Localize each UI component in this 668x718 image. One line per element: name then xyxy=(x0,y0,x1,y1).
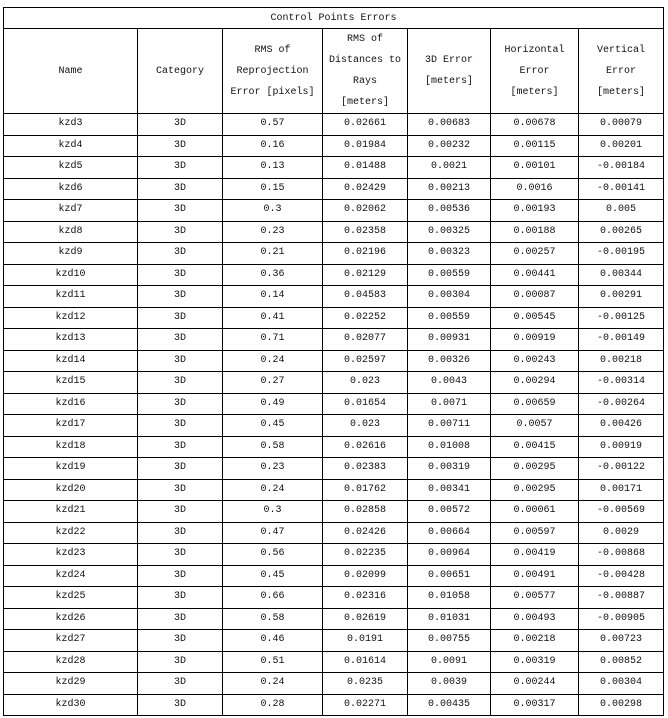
table-row xyxy=(4,350,664,372)
cell-rms-distances: 0.02597 xyxy=(323,350,408,372)
cell-rms-reprojection: 0.45 xyxy=(223,415,323,437)
cell-vertical-error: 0.00298 xyxy=(579,694,664,716)
cell-name: kzd18 xyxy=(4,436,138,458)
cell-rms-distances: 0.02858 xyxy=(323,501,408,523)
cell-rms-distances: 0.02252 xyxy=(323,307,408,329)
table-row xyxy=(4,587,664,609)
cell-vertical-error: 0.005 xyxy=(579,200,664,222)
cell-rms-reprojection: 0.66 xyxy=(223,587,323,609)
cell-name: kzd11 xyxy=(4,286,138,308)
cell-3d-error: 0.01008 xyxy=(408,436,491,458)
cell-name: kzd26 xyxy=(4,608,138,630)
table-row xyxy=(4,565,664,587)
column-header-horizontal-error xyxy=(491,29,579,114)
cell-category: 3D xyxy=(138,114,223,136)
cell-name: kzd4 xyxy=(4,135,138,157)
cell-name: kzd25 xyxy=(4,587,138,609)
cell-category: 3D xyxy=(138,307,223,329)
column-header-line: Rays xyxy=(352,76,377,87)
cell-3d-error: 0.0039 xyxy=(408,673,491,695)
cell-category: 3D xyxy=(138,694,223,716)
cell-rms-reprojection: 0.57 xyxy=(223,114,323,136)
column-header-line: Error xyxy=(605,65,636,77)
cell-horizontal-error: 0.0016 xyxy=(491,178,579,200)
column-header-line: Category xyxy=(155,65,204,77)
cell-vertical-error: 0.00344 xyxy=(579,264,664,286)
table-row xyxy=(4,372,664,394)
cell-category: 3D xyxy=(138,135,223,157)
cell-vertical-error: -0.00184 xyxy=(579,157,664,179)
table-row xyxy=(4,673,664,695)
cell-rms-distances: 0.02383 xyxy=(323,458,408,480)
cell-horizontal-error: 0.00295 xyxy=(491,479,579,501)
column-header-line: 3D Error xyxy=(424,55,473,66)
cell-3d-error: 0.0043 xyxy=(408,372,491,394)
cell-vertical-error: -0.00141 xyxy=(579,178,664,200)
cell-rms-distances: 0.01614 xyxy=(323,651,408,673)
cell-name: kzd10 xyxy=(4,264,138,286)
cell-rms-distances: 0.0191 xyxy=(323,630,408,652)
cell-vertical-error: 0.00852 xyxy=(579,651,664,673)
cell-3d-error: 0.0071 xyxy=(408,393,491,415)
cell-category: 3D xyxy=(138,565,223,587)
cell-rms-reprojection: 0.58 xyxy=(223,608,323,630)
cell-category: 3D xyxy=(138,264,223,286)
cell-rms-reprojection: 0.41 xyxy=(223,307,323,329)
column-header-line: [meters] xyxy=(596,86,645,98)
cell-vertical-error: 0.00265 xyxy=(579,221,664,243)
cell-vertical-error: 0.00304 xyxy=(579,673,664,695)
cell-horizontal-error: 0.00678 xyxy=(491,114,579,136)
cell-vertical-error: 0.0029 xyxy=(579,522,664,544)
cell-rms-distances: 0.02661 xyxy=(323,114,408,136)
table-row xyxy=(4,501,664,523)
cell-category: 3D xyxy=(138,372,223,394)
cell-category: 3D xyxy=(138,587,223,609)
control-points-report xyxy=(3,7,663,716)
cell-horizontal-error: 0.00419 xyxy=(491,544,579,566)
table-row xyxy=(4,608,664,630)
cell-rms-distances: 0.02062 xyxy=(323,200,408,222)
table-row xyxy=(4,307,664,329)
cell-rms-reprojection: 0.3 xyxy=(223,200,323,222)
cell-3d-error: 0.00559 xyxy=(408,307,491,329)
cell-horizontal-error: 0.00415 xyxy=(491,436,579,458)
cell-name: kzd30 xyxy=(4,694,138,716)
cell-3d-error: 0.00664 xyxy=(408,522,491,544)
cell-category: 3D xyxy=(138,157,223,179)
cell-name: kzd29 xyxy=(4,673,138,695)
cell-3d-error: 0.00304 xyxy=(408,286,491,308)
cell-rms-distances: 0.02196 xyxy=(323,243,408,265)
table-row xyxy=(4,286,664,308)
cell-3d-error: 0.00435 xyxy=(408,694,491,716)
cell-category: 3D xyxy=(138,178,223,200)
cell-3d-error: 0.00325 xyxy=(408,221,491,243)
cell-name: kzd21 xyxy=(4,501,138,523)
cell-horizontal-error: 0.00295 xyxy=(491,458,579,480)
cell-rms-distances: 0.01488 xyxy=(323,157,408,179)
cell-horizontal-error: 0.00061 xyxy=(491,501,579,523)
cell-3d-error: 0.00232 xyxy=(408,135,491,157)
cell-rms-reprojection: 0.24 xyxy=(223,350,323,372)
cell-category: 3D xyxy=(138,393,223,415)
cell-category: 3D xyxy=(138,329,223,351)
column-header-line: Error xyxy=(519,65,550,77)
cell-horizontal-error: 0.00597 xyxy=(491,522,579,544)
column-header-line: [meters] xyxy=(424,76,473,87)
cell-3d-error: 0.00755 xyxy=(408,630,491,652)
cell-3d-error: 0.00651 xyxy=(408,565,491,587)
cell-3d-error: 0.00964 xyxy=(408,544,491,566)
table-row xyxy=(4,221,664,243)
cell-horizontal-error: 0.00101 xyxy=(491,157,579,179)
cell-category: 3D xyxy=(138,522,223,544)
table-row xyxy=(4,393,664,415)
column-header-line: RMS of xyxy=(254,44,291,56)
cell-vertical-error: 0.00919 xyxy=(579,436,664,458)
cell-vertical-error: -0.00122 xyxy=(579,458,664,480)
table-row xyxy=(4,178,664,200)
cell-horizontal-error: 0.00493 xyxy=(491,608,579,630)
cell-name: kzd20 xyxy=(4,479,138,501)
cell-rms-distances: 0.02426 xyxy=(323,522,408,544)
cell-rms-reprojection: 0.46 xyxy=(223,630,323,652)
cell-3d-error: 0.00931 xyxy=(408,329,491,351)
cell-horizontal-error: 0.00919 xyxy=(491,329,579,351)
cell-rms-distances: 0.02358 xyxy=(323,221,408,243)
column-header-line: Error [pixels] xyxy=(230,86,315,98)
cell-rms-distances: 0.02619 xyxy=(323,608,408,630)
table-row xyxy=(4,243,664,265)
cell-category: 3D xyxy=(138,286,223,308)
cell-rms-reprojection: 0.15 xyxy=(223,178,323,200)
cell-rms-reprojection: 0.28 xyxy=(223,694,323,716)
cell-vertical-error: 0.00218 xyxy=(579,350,664,372)
cell-rms-distances: 0.02099 xyxy=(323,565,408,587)
column-header-line: Vertical xyxy=(596,44,645,56)
cell-rms-distances: 0.02235 xyxy=(323,544,408,566)
cell-horizontal-error: 0.0057 xyxy=(491,415,579,437)
cell-name: kzd27 xyxy=(4,630,138,652)
cell-category: 3D xyxy=(138,673,223,695)
table-row xyxy=(4,436,664,458)
cell-horizontal-error: 0.00188 xyxy=(491,221,579,243)
cell-horizontal-error: 0.00193 xyxy=(491,200,579,222)
cell-vertical-error: -0.00868 xyxy=(579,544,664,566)
cell-rms-distances: 0.02129 xyxy=(323,264,408,286)
cell-horizontal-error: 0.00441 xyxy=(491,264,579,286)
cell-3d-error: 0.01031 xyxy=(408,608,491,630)
cell-rms-reprojection: 0.36 xyxy=(223,264,323,286)
cell-rms-distances: 0.023 xyxy=(323,415,408,437)
table-row xyxy=(4,200,664,222)
cell-rms-reprojection: 0.23 xyxy=(223,221,323,243)
column-header-line: Reprojection xyxy=(236,65,309,77)
cell-rms-reprojection: 0.24 xyxy=(223,479,323,501)
column-header-name xyxy=(4,29,138,114)
cell-category: 3D xyxy=(138,501,223,523)
cell-rms-distances: 0.01762 xyxy=(323,479,408,501)
cell-name: kzd15 xyxy=(4,372,138,394)
cell-horizontal-error: 0.00577 xyxy=(491,587,579,609)
cell-name: kzd6 xyxy=(4,178,138,200)
cell-3d-error: 0.00213 xyxy=(408,178,491,200)
cell-category: 3D xyxy=(138,436,223,458)
table-row xyxy=(4,135,664,157)
cell-rms-reprojection: 0.3 xyxy=(223,501,323,523)
column-header-line: Name xyxy=(58,65,83,77)
cell-vertical-error: 0.00723 xyxy=(579,630,664,652)
cell-rms-distances: 0.04583 xyxy=(323,286,408,308)
cell-horizontal-error: 0.00294 xyxy=(491,372,579,394)
cell-rms-distances: 0.02271 xyxy=(323,694,408,716)
table-row xyxy=(4,157,664,179)
cell-rms-reprojection: 0.45 xyxy=(223,565,323,587)
cell-rms-reprojection: 0.16 xyxy=(223,135,323,157)
cell-name: kzd3 xyxy=(4,114,138,136)
table-row xyxy=(4,329,664,351)
cell-vertical-error: -0.00428 xyxy=(579,565,664,587)
column-header-line: [meters] xyxy=(510,86,559,98)
table-row xyxy=(4,651,664,673)
cell-category: 3D xyxy=(138,651,223,673)
cell-name: kzd5 xyxy=(4,157,138,179)
cell-name: kzd14 xyxy=(4,350,138,372)
cell-category: 3D xyxy=(138,415,223,437)
cell-category: 3D xyxy=(138,458,223,480)
table-row xyxy=(4,415,664,437)
cell-3d-error: 0.00536 xyxy=(408,200,491,222)
table-row xyxy=(4,114,664,136)
cell-rms-reprojection: 0.27 xyxy=(223,372,323,394)
cell-horizontal-error: 0.00115 xyxy=(491,135,579,157)
column-header-row xyxy=(4,29,664,114)
cell-name: kzd13 xyxy=(4,329,138,351)
cell-3d-error: 0.00319 xyxy=(408,458,491,480)
cell-3d-error: 0.00711 xyxy=(408,415,491,437)
cell-name: kzd17 xyxy=(4,415,138,437)
cell-rms-distances: 0.01654 xyxy=(323,393,408,415)
cell-category: 3D xyxy=(138,243,223,265)
column-header-line: RMS of xyxy=(346,34,383,45)
cell-vertical-error: -0.00905 xyxy=(579,608,664,630)
table-row xyxy=(4,522,664,544)
cell-rms-reprojection: 0.49 xyxy=(223,393,323,415)
cell-name: kzd7 xyxy=(4,200,138,222)
cell-horizontal-error: 0.00317 xyxy=(491,694,579,716)
table-title: Control Points Errors xyxy=(4,8,664,29)
cell-rms-distances: 0.02429 xyxy=(323,178,408,200)
cell-rms-reprojection: 0.21 xyxy=(223,243,323,265)
control-points-table xyxy=(3,7,664,716)
cell-category: 3D xyxy=(138,221,223,243)
cell-vertical-error: 0.00201 xyxy=(579,135,664,157)
cell-vertical-error: -0.00149 xyxy=(579,329,664,351)
cell-category: 3D xyxy=(138,200,223,222)
cell-vertical-error: 0.00079 xyxy=(579,114,664,136)
cell-rms-reprojection: 0.23 xyxy=(223,458,323,480)
cell-horizontal-error: 0.00218 xyxy=(491,630,579,652)
cell-rms-distances: 0.02077 xyxy=(323,329,408,351)
cell-3d-error: 0.00341 xyxy=(408,479,491,501)
cell-rms-distances: 0.023 xyxy=(323,372,408,394)
table-row xyxy=(4,458,664,480)
cell-rms-reprojection: 0.24 xyxy=(223,673,323,695)
cell-3d-error: 0.00559 xyxy=(408,264,491,286)
table-row xyxy=(4,264,664,286)
cell-vertical-error: -0.00125 xyxy=(579,307,664,329)
cell-rms-reprojection: 0.56 xyxy=(223,544,323,566)
cell-name: kzd28 xyxy=(4,651,138,673)
cell-name: kzd12 xyxy=(4,307,138,329)
cell-rms-distances: 0.02316 xyxy=(323,587,408,609)
table-row xyxy=(4,479,664,501)
table-row xyxy=(4,694,664,716)
cell-3d-error: 0.00323 xyxy=(408,243,491,265)
table-row xyxy=(4,630,664,652)
cell-horizontal-error: 0.00319 xyxy=(491,651,579,673)
cell-horizontal-error: 0.00257 xyxy=(491,243,579,265)
cell-vertical-error: -0.00264 xyxy=(579,393,664,415)
column-header-3d-error xyxy=(408,29,491,114)
cell-horizontal-error: 0.00659 xyxy=(491,393,579,415)
cell-rms-distances: 0.01984 xyxy=(323,135,408,157)
table-row xyxy=(4,544,664,566)
column-header-rms-reprojection xyxy=(223,29,323,114)
cell-horizontal-error: 0.00545 xyxy=(491,307,579,329)
cell-vertical-error: 0.00171 xyxy=(579,479,664,501)
column-header-vertical-error xyxy=(579,29,664,114)
cell-vertical-error: 0.00291 xyxy=(579,286,664,308)
cell-rms-reprojection: 0.14 xyxy=(223,286,323,308)
cell-category: 3D xyxy=(138,608,223,630)
column-header-line: [meters] xyxy=(340,97,389,108)
cell-category: 3D xyxy=(138,350,223,372)
cell-horizontal-error: 0.00087 xyxy=(491,286,579,308)
cell-horizontal-error: 0.00243 xyxy=(491,350,579,372)
cell-3d-error: 0.0091 xyxy=(408,651,491,673)
column-header-line: Horizontal xyxy=(504,44,565,56)
cell-category: 3D xyxy=(138,479,223,501)
cell-vertical-error: -0.00195 xyxy=(579,243,664,265)
cell-name: kzd23 xyxy=(4,544,138,566)
table-body xyxy=(4,114,664,716)
cell-name: kzd8 xyxy=(4,221,138,243)
cell-rms-reprojection: 0.51 xyxy=(223,651,323,673)
cell-rms-reprojection: 0.13 xyxy=(223,157,323,179)
cell-rms-reprojection: 0.58 xyxy=(223,436,323,458)
cell-category: 3D xyxy=(138,544,223,566)
cell-3d-error: 0.00683 xyxy=(408,114,491,136)
column-header-line: Distances to xyxy=(328,55,401,66)
cell-rms-reprojection: 0.71 xyxy=(223,329,323,351)
column-header-rms-distances xyxy=(323,29,408,114)
cell-3d-error: 0.00572 xyxy=(408,501,491,523)
cell-horizontal-error: 0.00491 xyxy=(491,565,579,587)
cell-name: kzd24 xyxy=(4,565,138,587)
cell-category: 3D xyxy=(138,630,223,652)
cell-horizontal-error: 0.00244 xyxy=(491,673,579,695)
cell-vertical-error: 0.00426 xyxy=(579,415,664,437)
cell-3d-error: 0.00326 xyxy=(408,350,491,372)
cell-name: kzd22 xyxy=(4,522,138,544)
cell-name: kzd16 xyxy=(4,393,138,415)
cell-name: kzd19 xyxy=(4,458,138,480)
cell-rms-reprojection: 0.47 xyxy=(223,522,323,544)
cell-vertical-error: -0.00314 xyxy=(579,372,664,394)
cell-name: kzd9 xyxy=(4,243,138,265)
column-header-category xyxy=(138,29,223,114)
cell-rms-distances: 0.02616 xyxy=(323,436,408,458)
cell-vertical-error: -0.00569 xyxy=(579,501,664,523)
cell-3d-error: 0.0021 xyxy=(408,157,491,179)
cell-rms-distances: 0.0235 xyxy=(323,673,408,695)
cell-vertical-error: -0.00887 xyxy=(579,587,664,609)
cell-3d-error: 0.01058 xyxy=(408,587,491,609)
